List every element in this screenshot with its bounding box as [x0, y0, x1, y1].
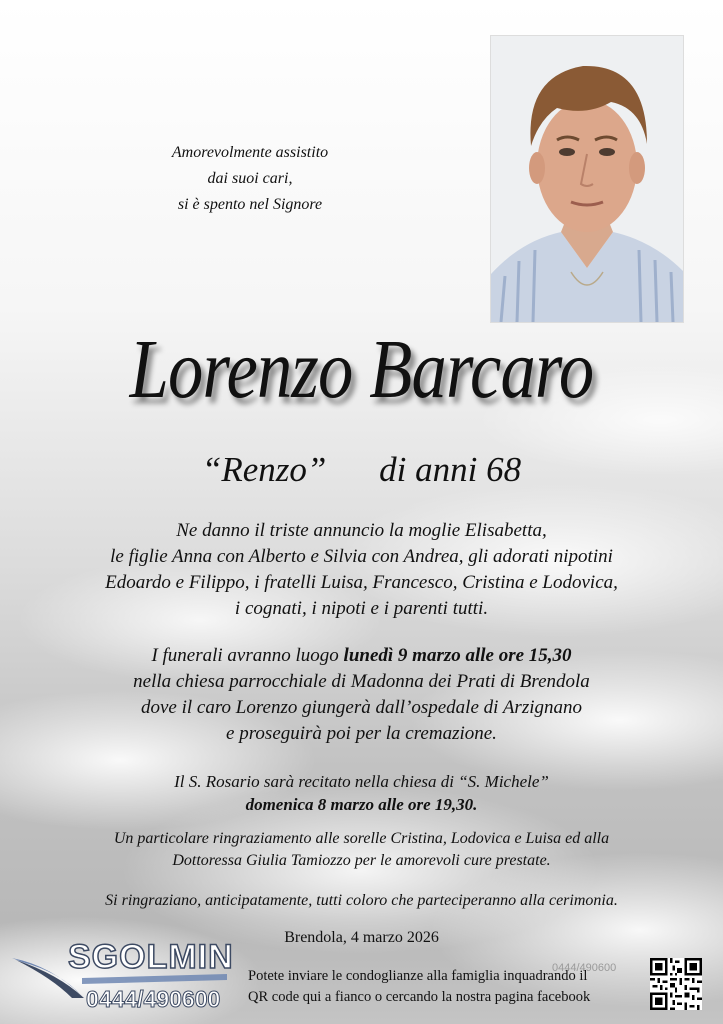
announcement-line: Edoardo e Filippo, i fratelli Luisa, Francesco, Cristina e Lodovica,	[105, 572, 618, 593]
funeral-line: e proseguirà poi per la cremazione.	[226, 723, 497, 744]
thanks-line: Dottoressa Giulia Tamiozzo per le amorevoli cure prestate.	[172, 852, 551, 869]
funeral-line	[0, 643, 723, 669]
announcement-line: i cognati, i nipoti e i parenti tutti.	[234, 598, 489, 619]
deceased-name: Lorenzo Barcaro	[129, 323, 594, 416]
condolences-info	[248, 966, 648, 1008]
funeral-prefix: I funerali avranno luogo	[151, 645, 344, 666]
special-thanks	[0, 828, 723, 872]
logo-wordmark: SGOLMIN	[68, 938, 234, 976]
nickname: “Renzo”	[201, 450, 327, 489]
age-text: di anni 68	[379, 450, 522, 489]
announcement	[0, 518, 723, 622]
rosary-details	[0, 770, 723, 816]
general-thanks: Si ringraziano, anticipatamente, tutti coloro che parteciperanno alla cerimonia.	[105, 892, 618, 909]
place-date: Brendola, 4 marzo 2026	[284, 929, 439, 946]
qr-code-graphic	[650, 958, 702, 1010]
funeral-datetime: lunedì 9 marzo alle ore 15,30	[343, 645, 572, 666]
intro-line: Amorevolmente assistito	[171, 144, 329, 161]
qr-code-icon[interactable]	[650, 958, 702, 1010]
thanks-line: Un particolare ringraziamento alle sorelle Cristina, Lodovica e Luisa ed alla	[113, 830, 610, 847]
intro-text	[120, 140, 380, 218]
funeral-details	[0, 643, 723, 747]
logo-phone: 0444/490600	[86, 986, 221, 1012]
condolences-line: QR code qui a fianco o cercando la nostra pagina facebook	[248, 989, 591, 1005]
intro-line: dai suoi cari,	[207, 170, 293, 187]
funeral-line: nella chiesa parrocchiale di Madonna dei Prati di Brendola	[133, 671, 590, 692]
portrait-photo	[490, 35, 684, 323]
funeral-line: dove il caro Lorenzo giungerà dall’ospedale di Arzignano	[140, 697, 583, 718]
condolences-line: Potete inviare le condoglianze alla famiglia inquadrando il	[248, 968, 588, 984]
rosary-datetime: domenica 8 marzo alle ore 19,30.	[245, 795, 478, 814]
deceased-subline	[0, 448, 723, 492]
announcement-line: Ne danno il triste annuncio la moglie Elisabetta,	[176, 520, 547, 541]
rosary-line: Il S. Rosario sarà recitato nella chiesa di “S. Michele”	[174, 772, 549, 791]
intro-line: si è spento nel Signore	[177, 196, 323, 213]
announcement-line: le figlie Anna con Alberto e Silvia con Andrea, gli adorati nipotini	[110, 546, 613, 567]
faint-phone-number: 0444/490600	[552, 962, 617, 974]
portrait-illustration	[491, 36, 683, 322]
